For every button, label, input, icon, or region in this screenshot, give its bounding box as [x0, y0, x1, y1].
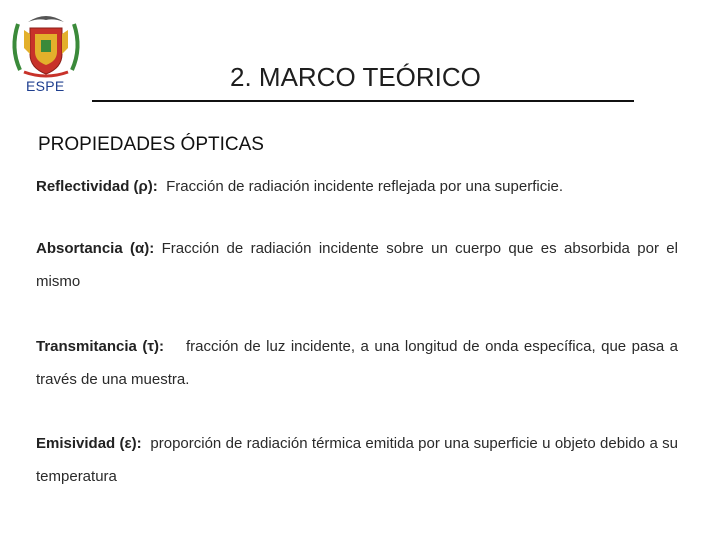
definition-reflectividad [36, 170, 678, 203]
definition-term: Emisividad (ε): [36, 435, 142, 452]
definition-transmitancia [36, 330, 678, 396]
espe-logo-icon [6, 8, 86, 82]
definition-text: proporción de radiación térmica emitida por una superficie u objeto debido a su temperatura [36, 435, 678, 485]
definition-text: fracción de luz incidente, a una longitud de onda específica, que pasa a través de una muestra. [36, 338, 678, 388]
logo-label: ESPE [26, 78, 65, 94]
definition-emisividad [36, 427, 678, 493]
definition-term: Transmitancia (τ): [36, 338, 165, 355]
definition-text: Fracción de radiación incidente reflejada por una superficie. [166, 178, 564, 195]
definition-term: Reflectividad (ρ): [36, 178, 158, 195]
definition-text: Fracción de radiación incidente sobre un cuerpo que es absorbida por el mismo [36, 240, 678, 290]
slide-title: 2. MARCO TEÓRICO [230, 62, 481, 92]
title-underline [92, 100, 634, 102]
definition-term: Absortancia (α): [36, 240, 155, 257]
section-heading: PROPIEDADES ÓPTICAS [38, 134, 264, 155]
definition-absortancia [36, 232, 678, 298]
